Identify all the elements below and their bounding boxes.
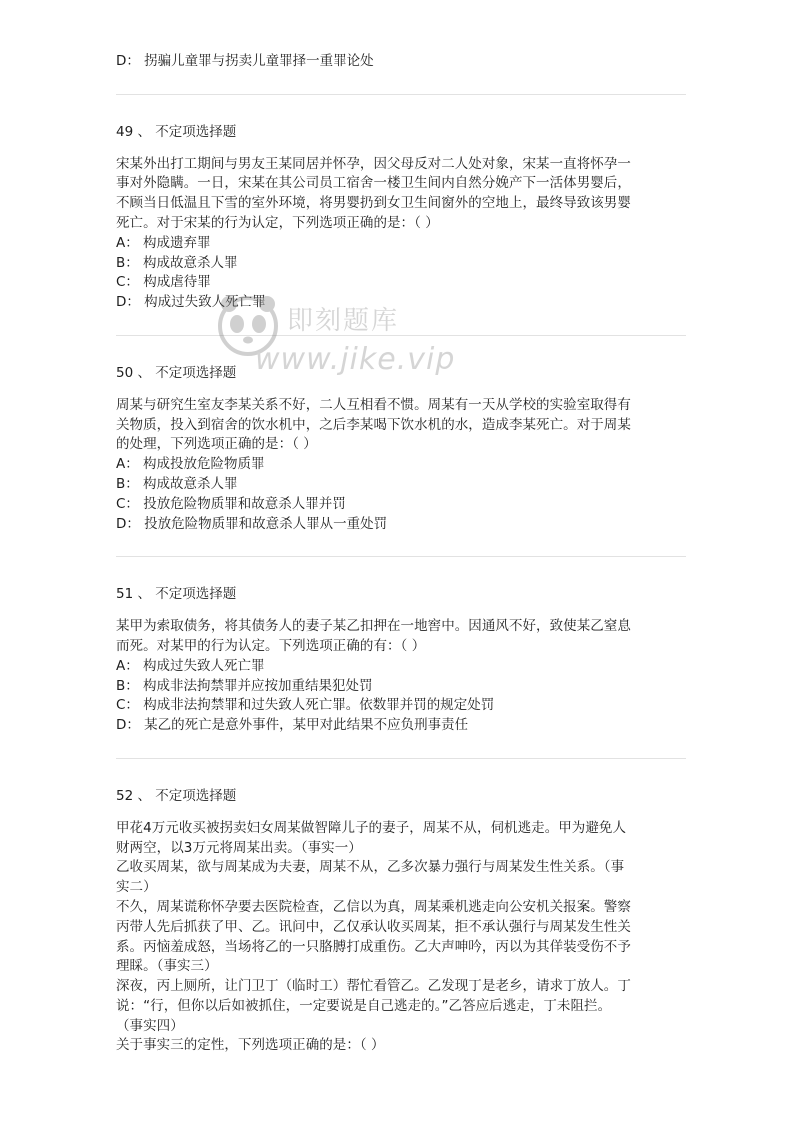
- option-c: C： 构成非法拘禁罪和过失致人死亡罪。依数罪并罚的规定处罚: [116, 697, 495, 714]
- question-header: 52 、 不定项选择题: [116, 787, 237, 804]
- question-stem: [116, 155, 686, 234]
- option-d: D： 投放危险物质罪和故意杀人罪从一重处罚: [116, 515, 388, 532]
- watermark-site: www.jike.vip: [255, 342, 456, 377]
- option-d: D： 构成过失致人死亡罪: [116, 294, 266, 311]
- option-b: B： 构成非法拘禁罪并应按加重结果犯处罚: [116, 677, 373, 694]
- question-stem: [116, 617, 686, 657]
- question-header: 49 、 不定项选择题: [116, 123, 237, 140]
- stem-line: 某甲为索取债务，将其债务人的妻子某乙扣押在一地窖中。因通风不好，致使某乙窒息: [116, 618, 631, 635]
- stem-line: 死亡。对于宋某的行为认定，下列选项正确的是：（ ）: [116, 214, 439, 231]
- question-48-tail: [116, 52, 686, 72]
- stem-line: 事对外隐瞒。一日，宋某在其公司员工宿舍一楼卫生间内自然分娩产下一活体男婴后，: [116, 175, 631, 192]
- divider: [116, 94, 686, 95]
- option-b: B： 构成故意杀人罪: [116, 475, 238, 492]
- stem-line: 的处理，下列选项正确的是：（ ）: [116, 436, 317, 453]
- stem-line: 不顾当日低温且下雪的室外环境，将男婴扔到女卫生间窗外的空地上，最终导致该男婴: [116, 195, 631, 212]
- divider: [116, 556, 686, 557]
- stem-line: 甲花4万元收买被拐卖妇女周某做智障儿子的妻子，周某不从，伺机逃走。甲为避免人: [116, 819, 626, 836]
- stem-line: 财两空，以3万元将周某出卖。（事实一）: [116, 839, 362, 856]
- option-a: A： 构成过失致人死亡罪: [116, 657, 265, 674]
- option-d: D： 拐骗儿童罪与拐卖儿童罪择一重罪论处: [116, 53, 374, 69]
- question-49: [116, 123, 686, 313]
- option-d: D： 某乙的死亡是意外事件，某甲对此结果不应负刑事责任: [116, 717, 469, 734]
- stem-line: 乙收买周某，欲与周某成为夫妻，周某不从，乙多次暴力强行与周某发生性关系。（事: [116, 859, 625, 876]
- stem-line: 实二）: [116, 879, 157, 896]
- divider: [116, 335, 686, 336]
- stem-line: 关物质，投入到宿舍的饮水机中，之后李某喝下饮水机的水，造成李某死亡。对于周某: [116, 416, 631, 433]
- divider: [116, 758, 686, 759]
- stem-line: 关于事实三的定性，下列选项正确的是：（ ）: [116, 1037, 385, 1054]
- question-stem: [116, 396, 686, 455]
- option-a: A： 构成投放危险物质罪: [116, 456, 265, 473]
- stem-line: 不久，周某谎称怀孕要去医院检查，乙信以为真，周某乘机逃走向公安机关报案。警察: [116, 898, 631, 915]
- stem-line: 宋某外出打工期间与男友王某同居并怀孕，因父母反对二人处对象，宋某一直将怀孕一: [116, 155, 631, 172]
- question-header: 51 、 不定项选择题: [116, 586, 237, 603]
- stem-line: 说：“行，但你以后如被抓住，一定要说是自己逃走的。”乙答应后逃走，丁未阻拦。: [116, 997, 612, 1014]
- stem-line: 深夜，丙上厕所，让门卫丁（临时工）帮忙看管乙。乙发现丁是老乡，请求丁放人。丁: [116, 978, 631, 995]
- option-c: C： 投放危险物质罪和故意杀人罪并罚: [116, 495, 346, 512]
- question-stem: [116, 819, 686, 1057]
- question-50: [116, 364, 686, 534]
- question-header: 50 、 不定项选择题: [116, 364, 237, 381]
- watermark-brand: 即刻题库: [287, 306, 400, 336]
- stem-line: 而死。对某甲的行为认定。下列选项正确的有：（ ）: [116, 637, 426, 654]
- option-c: C： 构成虐待罪: [116, 274, 211, 291]
- stem-line: 系。丙恼羞成怒，当场将乙的一只胳膊打成重伤。乙大声呻吟，丙以为其佯装受伤不予: [116, 938, 631, 955]
- stem-line: 丙带人先后抓获了甲、乙。讯问中，乙仅承认收买周某，拒不承认强行与周某发生性关: [116, 918, 631, 935]
- document-page: [116, 52, 686, 1056]
- stem-line: （事实四）: [116, 1017, 184, 1034]
- option-a: A： 构成遗弃罪: [116, 234, 211, 251]
- stem-line: 周某与研究生室友李某关系不好，二人互相看不惯。周某有一天从学校的实验室取得有: [116, 396, 631, 413]
- question-51: [116, 585, 686, 736]
- question-52: [116, 787, 686, 1056]
- option-b: B： 构成故意杀人罪: [116, 254, 238, 271]
- stem-line: 理睬。（事实三）: [116, 958, 218, 975]
